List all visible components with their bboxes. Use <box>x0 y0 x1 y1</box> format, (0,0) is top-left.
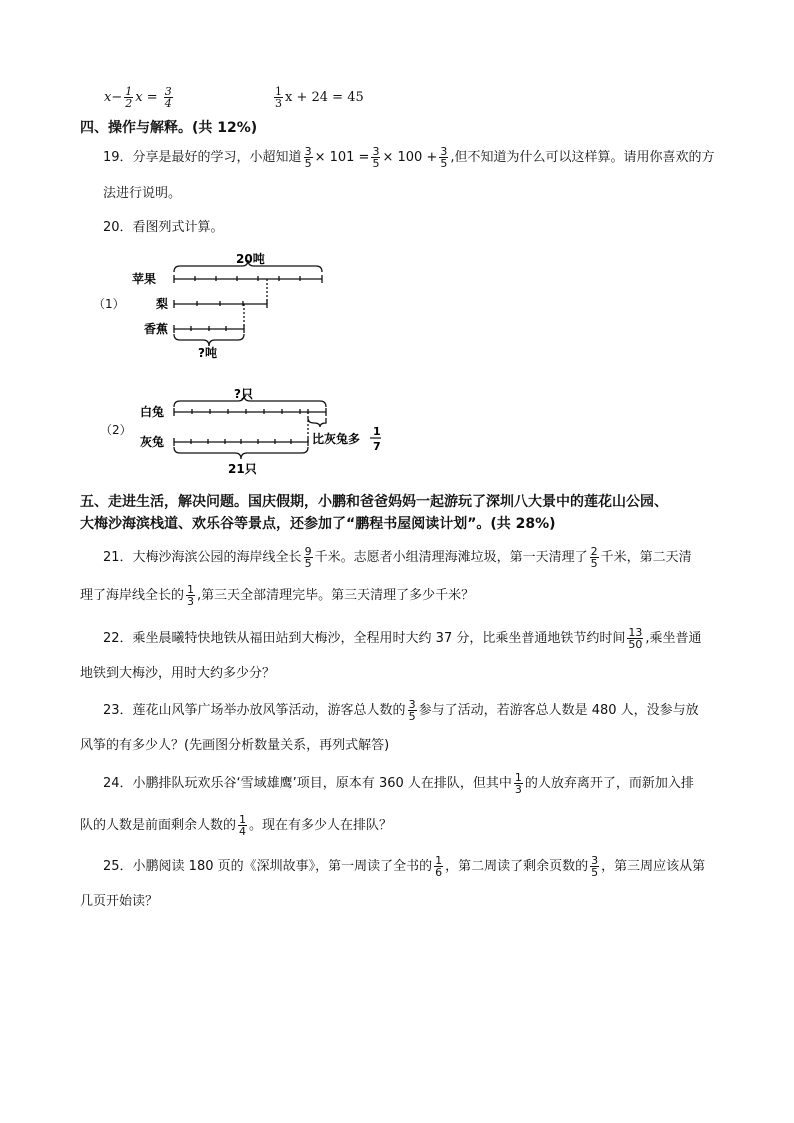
question-24-line2 <box>80 814 392 837</box>
equation-1 <box>104 86 175 109</box>
q25-t2: ，第二周读了剩余页数的 <box>445 859 589 874</box>
eq2-fraction <box>274 86 283 109</box>
eq1-var2: x <box>135 90 143 105</box>
eq1-minus: − <box>111 90 123 105</box>
eq1-fa-num: 1 <box>125 85 133 98</box>
q24-b-num: 1 <box>239 813 247 826</box>
q23-a-num: 3 <box>408 698 416 711</box>
q24-fraction-a <box>514 772 523 795</box>
q19-fraction-a <box>304 146 313 169</box>
eq1-fraction-a <box>124 86 133 109</box>
question-23-line2: 风筝的有多少人？(先画图分析数量关系，再列式解答) <box>80 738 390 753</box>
q19-mid2: × 100 + <box>382 150 438 165</box>
eq1-fraction-b <box>164 86 173 109</box>
q24-t2: 的人放弃离开了，而新加入排 <box>524 776 694 791</box>
q19-b-num: 3 <box>372 145 380 158</box>
q24-b-den: 4 <box>239 825 247 838</box>
question-number: 24． <box>103 776 133 791</box>
bottom-amount-label: ?吨 <box>198 346 217 360</box>
q25-t1: 小鹏阅读 180 页的《深圳故事》，第一周读了全书的 <box>132 859 433 874</box>
q21-c-den: 3 <box>187 595 195 608</box>
eq2-rest: x + 24 = 45 <box>285 90 364 105</box>
eq1-var: x <box>104 90 112 105</box>
q25-b-den: 5 <box>591 866 599 879</box>
section-5-title-line2: 大梅沙海滨栈道、欢乐谷等景点，还参加了“鹏程书屋阅读计划”。(共 28%) <box>80 516 556 532</box>
q22-fraction <box>627 627 643 650</box>
side-fraction-num: 1 <box>373 425 381 438</box>
q21-t2: 千米。志愿者小组清理海滩垃圾，第一天清理了 <box>314 550 588 565</box>
q25-b-num: 3 <box>591 854 599 867</box>
diagram-2-bottom-brace <box>174 447 308 459</box>
q23-a-den: 5 <box>408 710 416 723</box>
q19-c-num: 3 <box>440 145 448 158</box>
q23-t1: 莲花山风筝广场举办放风筝活动，游客总人数的 <box>132 703 406 718</box>
question-22-line2: 地铁到大梅沙，用时大约多少分？ <box>80 666 276 681</box>
banana-label: 香蕉 <box>144 322 169 336</box>
eq2-f-den: 3 <box>275 97 282 110</box>
question-19-line1 <box>103 146 714 169</box>
q21-a-den: 5 <box>304 557 312 570</box>
q19-text1: 分享是最好的学习，小超知道 <box>132 150 302 165</box>
diagram-2-label: （2） <box>100 423 132 437</box>
q21-t5: ,第三天全部清理完毕。第三天清理了多少千米？ <box>197 588 475 603</box>
q21-c-num: 1 <box>187 583 195 596</box>
q21-fraction-c <box>186 584 195 607</box>
eq2-f-num: 1 <box>275 85 282 98</box>
q19-a-num: 3 <box>304 145 312 158</box>
q23-fraction <box>408 699 417 722</box>
eq1-fb-den: 4 <box>164 97 172 110</box>
q23-t2: 参与了活动，若游客总人数是 480 人，没参与放 <box>418 703 699 718</box>
q25-fraction-a <box>434 855 443 878</box>
q21-b-num: 2 <box>590 545 598 558</box>
q22-t1: 乘坐晨曦特快地铁从福田站到大梅沙，全程用时大约 37 分，比乘坐普通地铁节约时间 <box>132 631 626 646</box>
question-20 <box>103 218 224 238</box>
q24-fraction-b <box>238 814 247 837</box>
gray-rabbit-label: 灰兔 <box>140 435 165 449</box>
eq1-fa-den: 2 <box>125 97 133 110</box>
question-19-line2: 法进行说明。 <box>103 186 182 201</box>
question-21-line1 <box>103 546 692 569</box>
question-number: 22． <box>103 631 133 646</box>
q19-text2: ,但不知道为什么可以这样算。请用你喜欢的方 <box>450 150 715 165</box>
question-number: 19． <box>103 150 133 165</box>
question-number: 25． <box>103 859 133 874</box>
q21-fraction-b <box>590 546 599 569</box>
question-25-line1 <box>103 855 705 878</box>
question-25-line2: 几页开始读？ <box>80 894 159 909</box>
q21-a-num: 9 <box>304 545 312 558</box>
q19-c-den: 5 <box>440 157 448 170</box>
q25-fraction-b <box>590 855 599 878</box>
q22-t2: ,乘坐普通 <box>645 631 702 646</box>
top-amount-label: 20吨 <box>236 252 265 266</box>
question-21-line2 <box>80 584 474 607</box>
eq1-fb-num: 3 <box>164 85 172 98</box>
q19-a-den: 5 <box>304 157 312 170</box>
top-amount-label: ?只 <box>234 387 253 401</box>
q21-t1: 大梅沙海滨公园的海岸线全长 <box>132 550 302 565</box>
q21-t4: 理了海岸线全长的 <box>80 588 185 603</box>
q19-mid1: × 101 = <box>314 150 370 165</box>
side-fraction-den: 7 <box>373 440 381 453</box>
question-number: 23． <box>103 703 133 718</box>
question-number: 21． <box>103 550 133 565</box>
q21-fraction-a <box>304 546 313 569</box>
q22-a-den: 50 <box>628 638 643 651</box>
side-note-label: 比灰兔多 <box>312 432 361 446</box>
diagram-2-side-brace <box>308 418 326 427</box>
q25-a-den: 6 <box>435 866 443 879</box>
q19-fraction-b <box>371 146 380 169</box>
diagram-1-label: （1） <box>93 297 125 311</box>
eq1-equals: = <box>142 90 162 105</box>
pear-label: 梨 <box>156 297 169 311</box>
q21-b-den: 5 <box>590 557 598 570</box>
q19-b-den: 5 <box>372 157 380 170</box>
equation-2 <box>272 86 364 109</box>
q24-a-num: 1 <box>514 771 522 784</box>
q25-t3: ，第三周应该从第 <box>601 859 706 874</box>
q24-t1: 小鹏排队玩欢乐谷‘雪域雄鹰’项目，原本有 360 人在排队，但其中 <box>132 776 512 791</box>
apple-label: 苹果 <box>132 272 157 286</box>
question-23-line1 <box>103 699 699 722</box>
section-4-title: 四、操作与解释。(共 12%) <box>80 120 258 136</box>
q24-t4: 。现在有多少人在排队？ <box>249 818 393 833</box>
q21-t3: 千米，第二天清 <box>600 550 692 565</box>
section-5-title-line1: 五、走进生活，解决问题。国庆假期，小鹏和爸爸妈妈一起游玩了深圳八大景中的莲花山公园、 <box>80 494 668 510</box>
question-number: 20． <box>103 220 133 235</box>
q22-a-num: 13 <box>628 626 643 639</box>
q25-a-num: 1 <box>435 854 443 867</box>
q20-text: 看图列式计算。 <box>132 220 224 235</box>
bottom-amount-label: 21只 <box>228 462 257 476</box>
question-22-line1 <box>103 627 702 650</box>
diagram-1 <box>130 250 340 360</box>
diagram-2 <box>130 385 400 480</box>
diagram-1-bottom-brace <box>174 334 244 346</box>
white-rabbit-label: 白兔 <box>140 405 165 419</box>
question-24-line1 <box>103 772 694 795</box>
q24-a-den: 3 <box>514 783 522 796</box>
q24-t3: 队的人数是前面剩余人数的 <box>80 818 237 833</box>
q19-fraction-c <box>439 146 448 169</box>
